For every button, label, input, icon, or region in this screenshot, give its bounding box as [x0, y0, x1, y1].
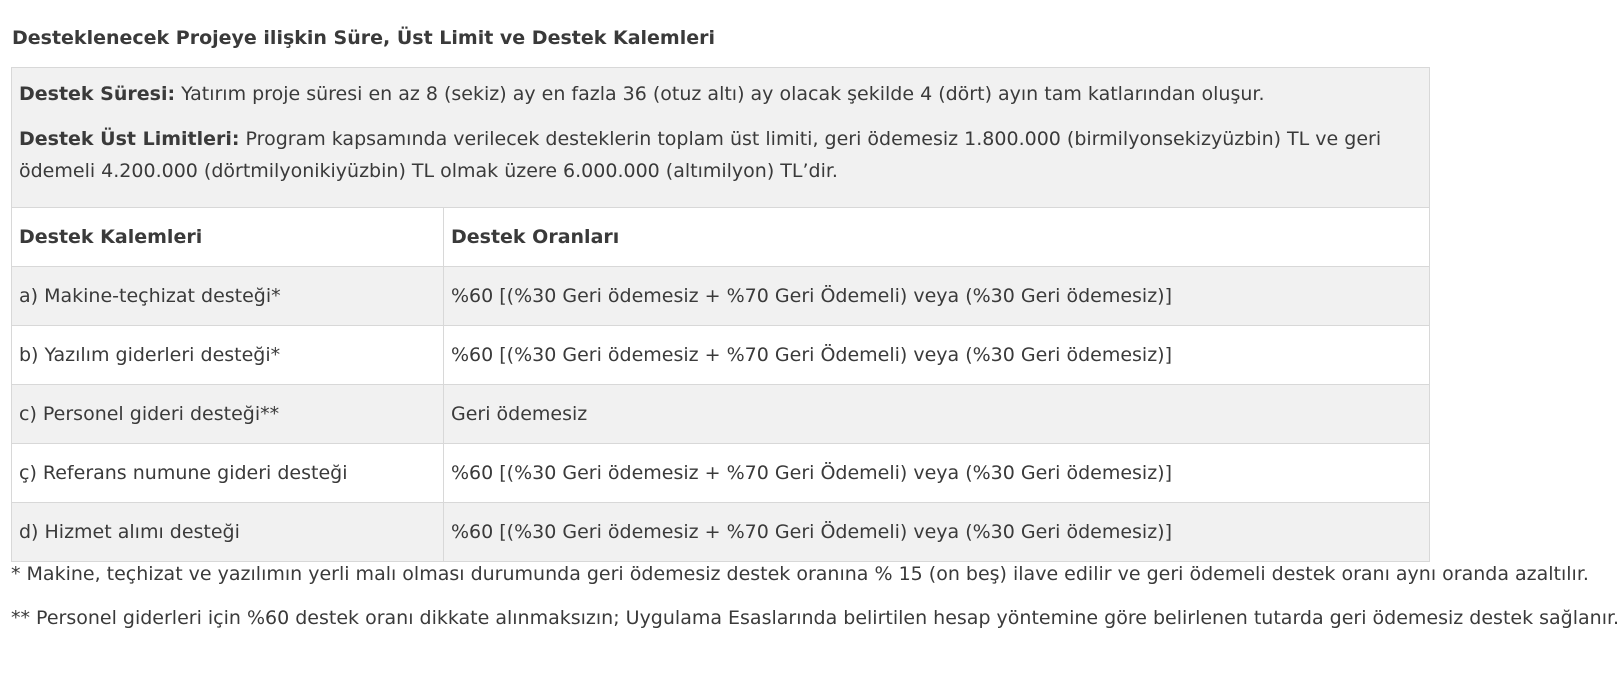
limit-text: Program kapsamında verilecek desteklerin toplam üst limiti, geri ödemesiz 1.800.000 (birmilyonsekizyüzbin) TL ve geri ödemeli 4.200.000 (dörtmilyonikiyüzbin) TL olmak üzere 6.000.000 (altımilyon) TL’dir.	[19, 128, 1382, 182]
table-row	[12, 267, 1430, 326]
support-item-cell: a) Makine-teçhizat desteği*	[12, 267, 444, 326]
footnote-machine: * Makine, teçhizat ve yazılımın yerli malı olması durumunda geri ödemesiz destek oranına % 15 (on beş) ilave edilir ve geri ödemeli destek oranı aynı oranda azaltılır.	[11, 563, 1589, 585]
info-cell	[12, 68, 1430, 208]
support-table	[11, 67, 1430, 562]
support-item-cell: c) Personel gideri desteği**	[12, 385, 444, 444]
header-support-rates: Destek Oranları	[444, 208, 1430, 267]
table-row	[12, 326, 1430, 385]
support-table-wrapper	[11, 67, 1430, 562]
support-rate-cell: %60 [(%30 Geri ödemesiz + %70 Geri Ödemeli) veya (%30 Geri ödemesiz)]	[444, 503, 1430, 562]
section-title: Desteklenecek Projeye ilişkin Süre, Üst Limit ve Destek Kalemleri	[12, 27, 716, 49]
support-rate-cell: %60 [(%30 Geri ödemesiz + %70 Geri Ödemeli) veya (%30 Geri ödemesiz)]	[444, 267, 1430, 326]
duration-paragraph	[19, 78, 1422, 110]
info-row	[12, 68, 1430, 208]
duration-text: Yatırım proje süresi en az 8 (sekiz) ay en fazla 36 (otuz altı) ay olacak şekilde 4 (dört) ayın tam katlarından oluşur.	[175, 83, 1265, 105]
header-support-items: Destek Kalemleri	[12, 208, 444, 267]
table-row	[12, 385, 1430, 444]
table-header-row	[12, 208, 1430, 267]
limit-label: Destek Üst Limitleri:	[19, 128, 240, 150]
table-row	[12, 503, 1430, 562]
support-item-cell: d) Hizmet alımı desteği	[12, 503, 444, 562]
limit-paragraph	[19, 123, 1422, 187]
footnote-personnel: ** Personel giderleri için %60 destek oranı dikkate alınmaksızın; Uygulama Esaslarında belirtilen hesap yöntemine göre belirlenen tutarda geri ödemesiz destek sağlanır.	[11, 607, 1619, 629]
support-item-cell: ç) Referans numune gideri desteği	[12, 444, 444, 503]
support-rate-cell: %60 [(%30 Geri ödemesiz + %70 Geri Ödemeli) veya (%30 Geri ödemesiz)]	[444, 326, 1430, 385]
duration-label: Destek Süresi:	[19, 83, 176, 105]
table-row	[12, 444, 1430, 503]
support-rate-cell: Geri ödemesiz	[444, 385, 1430, 444]
support-item-cell: b) Yazılım giderleri desteği*	[12, 326, 444, 385]
support-rate-cell: %60 [(%30 Geri ödemesiz + %70 Geri Ödemeli) veya (%30 Geri ödemesiz)]	[444, 444, 1430, 503]
